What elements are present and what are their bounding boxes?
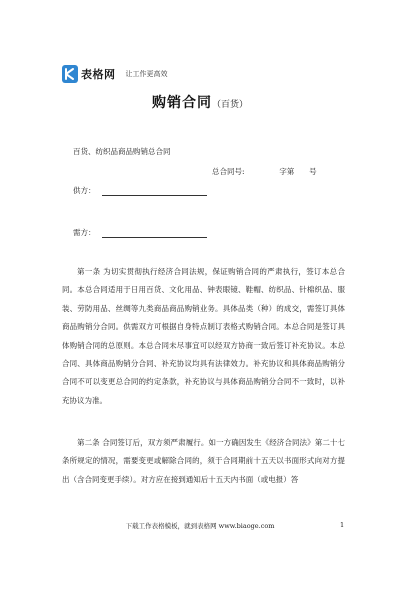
brand-name: 表格网 [81,68,116,81]
supplier-label: 供方： [73,186,96,195]
article-1 [62,263,345,410]
contract-number-suffix: 号 [309,167,317,176]
page-number: 1 [340,521,345,529]
subtitle-text: （百货） [211,100,248,110]
logo-icon [62,65,78,83]
title-text: 购销合同 [151,95,212,111]
footer-text: 下载工作表格模板，就到表格网 www.biaoge.com [125,522,275,530]
contract-number-char: 字第 [279,167,295,176]
contract-number-label: 总合同号: [212,167,245,176]
article-1-text: 第一条 为切实贯彻执行经济合同法规，保证购销合同的严肃执行，签订本总合同。本总合同适用于日用百货、文化用品、钟表眼镜、鞋帽、纺织品、针棉织品、服装、劳防用品、丝绸等九类商品商品购销业务。具体品类（种）的成交，需签订具体商品购销分合同。供需双方可根据自身特点制订表格式购销合同。本总合同是签订具体购销合同的总原则。本总合同未尽事宜可以经双方协商一致后签订补充协议。本总合同、具体商品购销分合同、补充协议均具有法律效力。补充协议和具体商品购销分合同不可以变更总合同的约定条款，补充协议与具体商品购销分合同不一致时，以补充协议为准。 [62,267,345,405]
contract-type: 百货、纺织品商品购销总合同 [73,147,171,156]
contract-number-line [212,167,317,177]
article-2-text: 第二条 合同签订后，双方须严肃履行。如一方确因发生《经济合同法》第二十七条所规定的情况，需要变更或解除合同的，须于合同期前十五天以书面形式向对方提出（含合同变更手续）。对方应在接到通知后十五天内书面（或电报）答 [62,438,345,484]
document-title [0,92,400,112]
buyer-label: 需方： [73,228,96,237]
site-header [62,64,168,84]
supplier-line [73,186,207,196]
buyer-line [73,228,207,238]
buyer-blank [102,229,207,238]
brand-slogan: 让工作更高效 [125,70,168,78]
article-2 [62,434,345,489]
supplier-blank [102,187,207,196]
